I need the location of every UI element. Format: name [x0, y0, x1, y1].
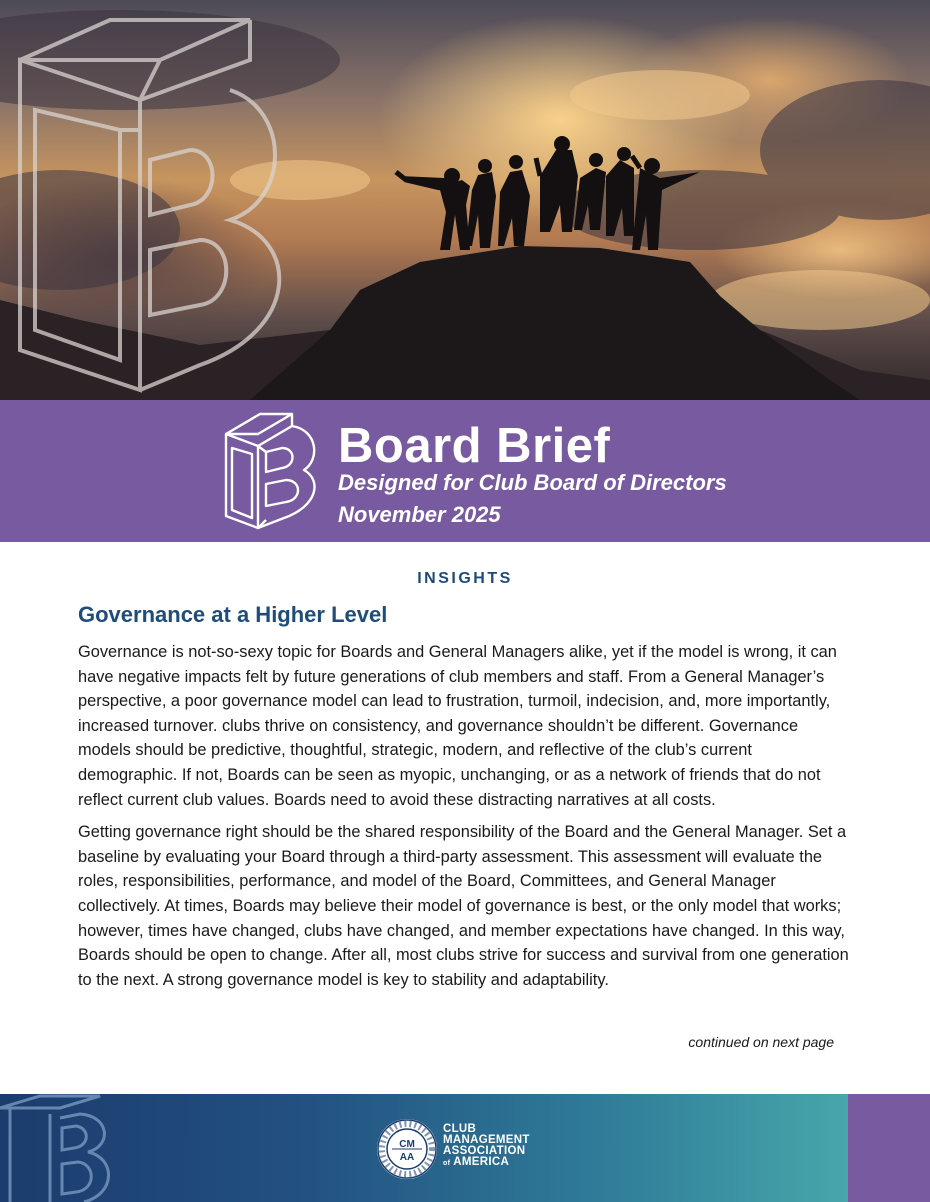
- continued-note: continued on next page: [688, 1034, 834, 1050]
- hero-image: [0, 0, 930, 400]
- b-logo-footer-icon: [0, 1094, 140, 1202]
- board-brief-b-icon: [222, 408, 324, 537]
- org-name-line: ASSOCIATION: [443, 1145, 526, 1157]
- mountain-summit-scene: [0, 0, 930, 400]
- org-name-of: of: [443, 1160, 451, 1167]
- footer-accent: [848, 1094, 930, 1202]
- page-title: Board Brief: [338, 419, 611, 473]
- section-label: INSIGHTS: [417, 570, 513, 587]
- article-paragraph: Getting governance right should be the shared responsibility of the Board and the General Manager. Set a baseline by evaluating your Board through a third-party assessment. This assessment will evaluate the roles, responsibilities, performance, and model of the Board, Committees, and General Manager collectively. At times, Boards may believe their model of governance is best, or the only model that works; however, times have changed, clubs have changed, and member expectations have changed. In this way, Boards should be open to change. After all, most clubs strive for success and survival from one generation to the next. A strong governance model is key to stability and adaptability.: [78, 823, 849, 989]
- org-name-line-last: [443, 1157, 530, 1169]
- issue-date: November 2025: [338, 502, 501, 527]
- org-name-line: MANAGEMENT: [443, 1134, 530, 1146]
- org-name-line: CLUB: [443, 1123, 477, 1135]
- page-subtitle: Designed for Club Board of Directors: [338, 470, 727, 495]
- org-name-america: AMERICA: [453, 1156, 510, 1168]
- article-title: Governance at a Higher Level: [78, 602, 388, 627]
- svg-text:AA: AA: [399, 1152, 415, 1163]
- article-paragraph: Governance is not-so-sexy topic for Boards and General Managers alike, yet if the model is wrong, it can have negative impacts felt by future generations of club members and staff. From a General Manager’s perspective, a poor governance model can lead to frustration, turmoil, indecision, and, more importantly, increased turnover. clubs thrive on consistency, and governance shouldn’t be different. Governance models should be predictive, thoughtful, strategic, modern, and reflective of the club’s current demographic. If not, Boards can be seen as myopic, unchanging, or as a network of friends that do not reflect current club values. Boards need to avoid these distracting narratives at all costs.: [78, 643, 837, 809]
- org-name: [443, 1124, 530, 1169]
- cmaa-emblem-icon: [375, 1117, 439, 1186]
- article-body: [78, 640, 854, 1000]
- svg-text:CM: CM: [399, 1139, 415, 1150]
